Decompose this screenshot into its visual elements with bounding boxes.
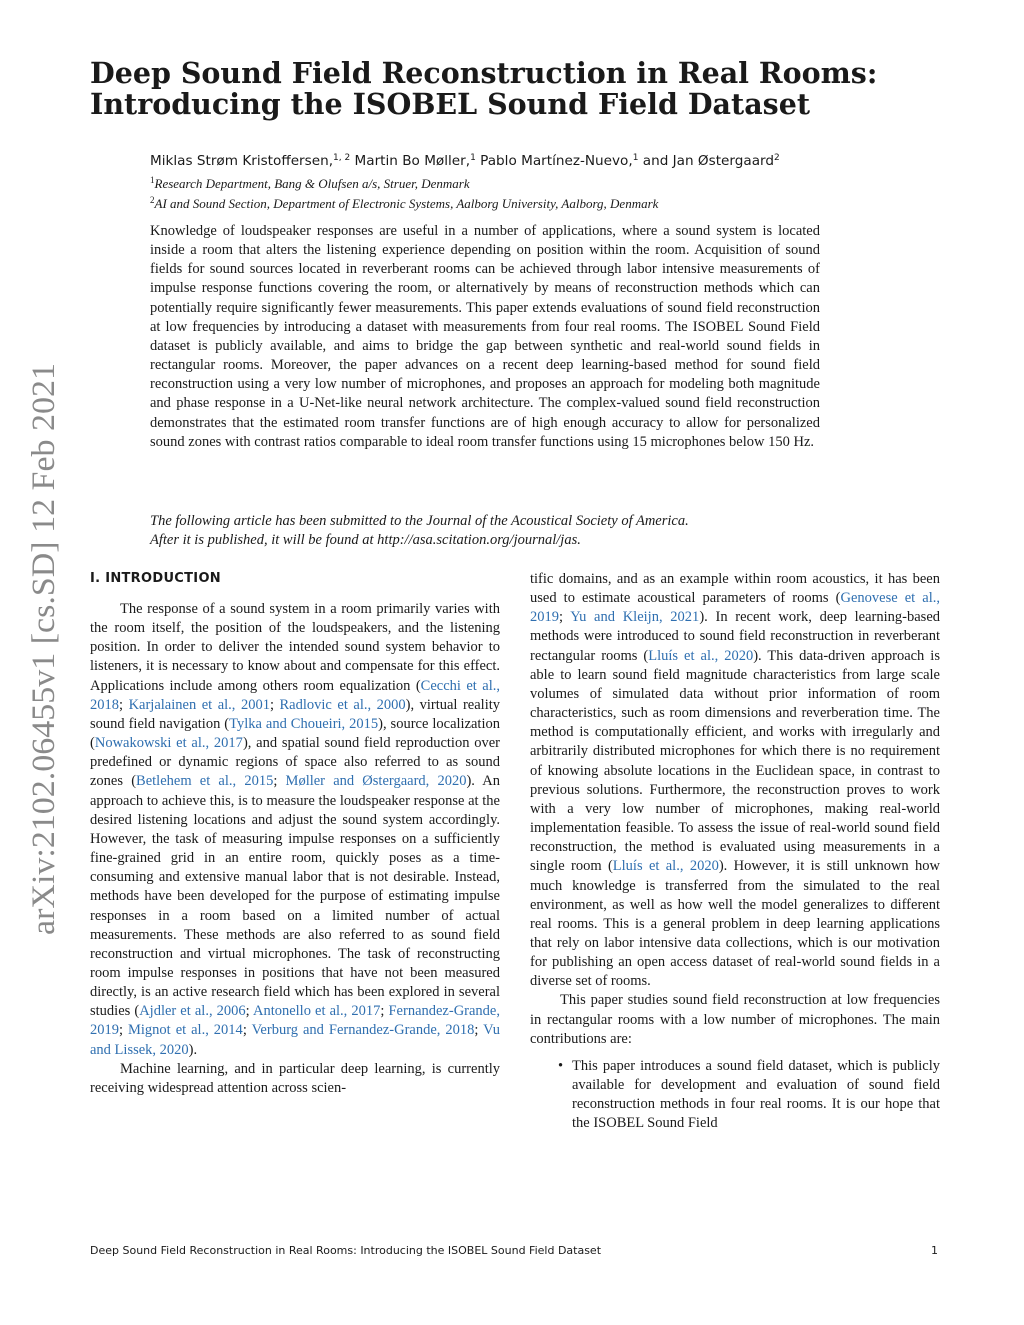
body-text: ), source localization ( (90, 715, 500, 752)
body-text: ), and spatial sound field reproduction over predefined or dynamic regions of space also referred to as sound zones ( (90, 735, 501, 790)
page-number: 1 (931, 1244, 938, 1257)
body-text: ). However, it is still unknown how much knowledge is transferred from the simulated to the real environment, as well as how well the model generalizes to different real rooms. This is a general problem in deep learning applications that rely on labor intensive data collections, which is our motivation for publishing an open access dataset of real-world sound fields in a diverse set of rooms. (530, 858, 940, 990)
body-text: ; (269, 696, 280, 713)
citation-link[interactable]: Tylka and Choueiri, 2015 (229, 715, 379, 732)
body-text: ), virtual reality sound field navigation ( (90, 696, 501, 732)
body-text: ). (188, 1041, 198, 1058)
intro-paragraph-2: Machine learning, and in particular deep learning, is currently receiving widespread attention across scien- (90, 1060, 500, 1096)
affiliation-text: Research Department, Bang & Olufsen a/s, Struer, Denmark (154, 176, 470, 191)
author-affiliation-mark: 2 (774, 153, 780, 163)
author-name: Pablo Martínez-Nuevo, (475, 153, 633, 169)
body-text: ). An approach to achieve this, is to measure the loudspeaker response at the desired listening locations and adjust the sound system accordingly. However, the task of measuring impulse responses on a sufficiently fine-grained grid in an entire room, quickly poses as a time-consuming and extensive manual labor that is not desirable. Instead, methods have been developed for the purpose of estimating impulse responses in a room based on a limited number of actual measurements. These methods are also referred to as sound field reconstruction and virtual microphones. The task of reconstructing room impulse responses in positions that have not been measured directly, is an active research field which has been explored in several studies ( (90, 773, 501, 1020)
body-text: ; (474, 1022, 484, 1039)
right-text-column (530, 570, 940, 1134)
author-name: Martin Bo Møller, (350, 153, 471, 169)
citation-link[interactable]: Yu and Kleijn, 2021 (570, 609, 700, 626)
author-affiliation-mark: 1, 2 (333, 153, 351, 163)
author-name: and Jan Østergaard (638, 153, 775, 169)
affiliation-1 (150, 176, 950, 192)
citation-link[interactable]: Karjalainen et al., 2001 (128, 696, 270, 713)
body-text: ; (559, 609, 571, 626)
author-affiliation-mark: 1 (470, 153, 476, 163)
body-text: ; (242, 1022, 252, 1039)
body-text: ; (119, 696, 129, 713)
intro-paragraph-1 (90, 600, 500, 1060)
submission-note-line-1: The following article has been submitted to the Journal of the Acoustical Society of America. (150, 513, 689, 529)
body-text: ; (245, 1003, 253, 1020)
submission-note-line-2: After it is published, it will be found at http://asa.scitation.org/journal/jas. (150, 532, 581, 549)
citation-link[interactable]: Verburg and Fernandez-Grande, 2018 (251, 1022, 475, 1039)
citation-link[interactable]: Genovese et al., 2019 (530, 590, 940, 626)
citation-link[interactable]: Nowakowski et al., 2017 (94, 735, 243, 752)
author-name: Miklas Strøm Kristoffersen, (150, 153, 334, 169)
author-affiliation-mark: 1 (632, 153, 639, 163)
section-heading-introduction: I. INTRODUCTION (90, 571, 221, 586)
title-line-2: Introducing the ISOBEL Sound Field Dataset (90, 87, 811, 121)
citation-link[interactable]: Antonello et al., 2017 (252, 1003, 381, 1020)
affiliation-text: AI and Sound Section, Department of Electronic Systems, Aalborg University, Aalborg, Denmark (154, 196, 659, 211)
title-line-1: Deep Sound Field Reconstruction in Real Rooms: (90, 56, 878, 90)
citation-link[interactable]: Vu and Lissek, 2020 (90, 1022, 500, 1058)
intro-paragraph-2-continued (530, 570, 940, 991)
bullet-icon: • (558, 1057, 564, 1074)
list-item (530, 1057, 940, 1134)
citation-link[interactable]: Cecchi et al., 2018 (90, 677, 500, 713)
abstract: Knowledge of loudspeaker responses are useful in a number of applications, where a sound system is located inside a room that alters the listening experience depending on position within the room. Acquisition of sound fields for sound sources located in reverberant rooms can be achieved through labor intensive measurements of impulse response functions covering the room, or alternatively by means of reconstruction methods which can potentially require significantly fewer measurements. This paper extends evaluations of sound field reconstruction at low frequencies by introducing a dataset with measurements from four real rooms. The ISOBEL Sound Field dataset is publicly available, and aims to bridge the gap between synthetic and real-world sound fields in rectangular rooms. Moreover, the paper advances on a recent deep learning-based method for sound field reconstruction using a very low number of microphones, and proposes an approach for modeling both magnitude and phase response in a U-Net-like neural network architecture. The complex-valued sound field reconstruction demonstrates that the estimated room transfer functions are of high enough accuracy to allow for personalized sound zones with contrast ratios comparable to ideal room transfer functions using 15 microphones below 150 Hz. (150, 223, 820, 450)
citation-link[interactable]: Mignot et al., 2014 (128, 1022, 243, 1039)
left-text-column (90, 600, 500, 1098)
arxiv-stamp-text: arXiv:2102.06455v1 [cs.SD] 12 Feb 2021 (26, 379, 62, 935)
running-footer-title: Deep Sound Field Reconstruction in Real Rooms: Introducing the ISOBEL Sound Field Dataset (90, 1244, 602, 1257)
citation-link[interactable]: Lluís et al., 2020 (648, 647, 754, 664)
body-text: The response of a sound system in a room primarily varies with the room itself, the position of the loudspeakers, and the listening position. In order to deliver the intended sound system behavior to listeners, it is necessary to know about and compensate for this effect. Applications include among others room equalization ( (90, 601, 500, 694)
affiliation-2 (150, 196, 950, 212)
paper-title (90, 58, 950, 120)
body-text: ; (273, 773, 286, 790)
citation-link[interactable]: Lluís et al., 2020 (612, 858, 719, 875)
arxiv-identifier-stamp (22, 360, 62, 940)
citation-link[interactable]: Radlovic et al., 2000 (279, 696, 406, 713)
body-text: ). This data-driven approach is able to learn sound field magnitude characteristics from large scale volumes of simulated data without prior information of room characteristics, such as room dimensions and reverberation time. The method is computationally efficient, and works with irregularly and arbitrarily distributed microphones for which there is no requirement of knowing absolute locations in the Euclidean space, in contrast to previous solutions. Furthermore, the reconstruction proves to work with a very low number of microphones, making real-world implementation feasible. To assess the issue of real-world sound field reconstruction, the method is evaluated using measurements in a single room ( (530, 647, 940, 875)
contribution-list (530, 1057, 940, 1134)
affiliation-number: 1 (150, 175, 155, 185)
body-text: ; (119, 1022, 129, 1039)
citation-link[interactable]: Betlehem et al., 2015 (136, 773, 274, 790)
author-list (150, 153, 950, 169)
intro-paragraph-3: This paper studies sound field reconstruction at low frequencies in rectangular rooms with a low number of microphones. The main contributions are: (530, 992, 940, 1047)
body-text: ). In recent work, deep learning-based methods were introduced to sound field reconstruction in reverberant rectangular rooms ( (530, 609, 941, 664)
citation-link[interactable]: Ajdler et al., 2006 (139, 1003, 246, 1020)
citation-link[interactable]: Fernandez-Grande, 2019 (90, 1003, 500, 1039)
affiliation-number: 2 (150, 195, 155, 205)
body-text: tific domains, and as an example within room acoustics, it has been used to estimate acoustical parameters of rooms ( (530, 571, 940, 607)
submission-note (150, 512, 840, 550)
citation-link[interactable]: Møller and Østergaard, 2020 (285, 773, 467, 790)
contribution-text: This paper introduces a sound field dataset, which is publicly available for development and evaluation of sound field reconstruction methods in four real rooms. It is our hope that the ISOBEL Sound Field (572, 1057, 940, 1132)
body-text: ; (380, 1003, 389, 1020)
